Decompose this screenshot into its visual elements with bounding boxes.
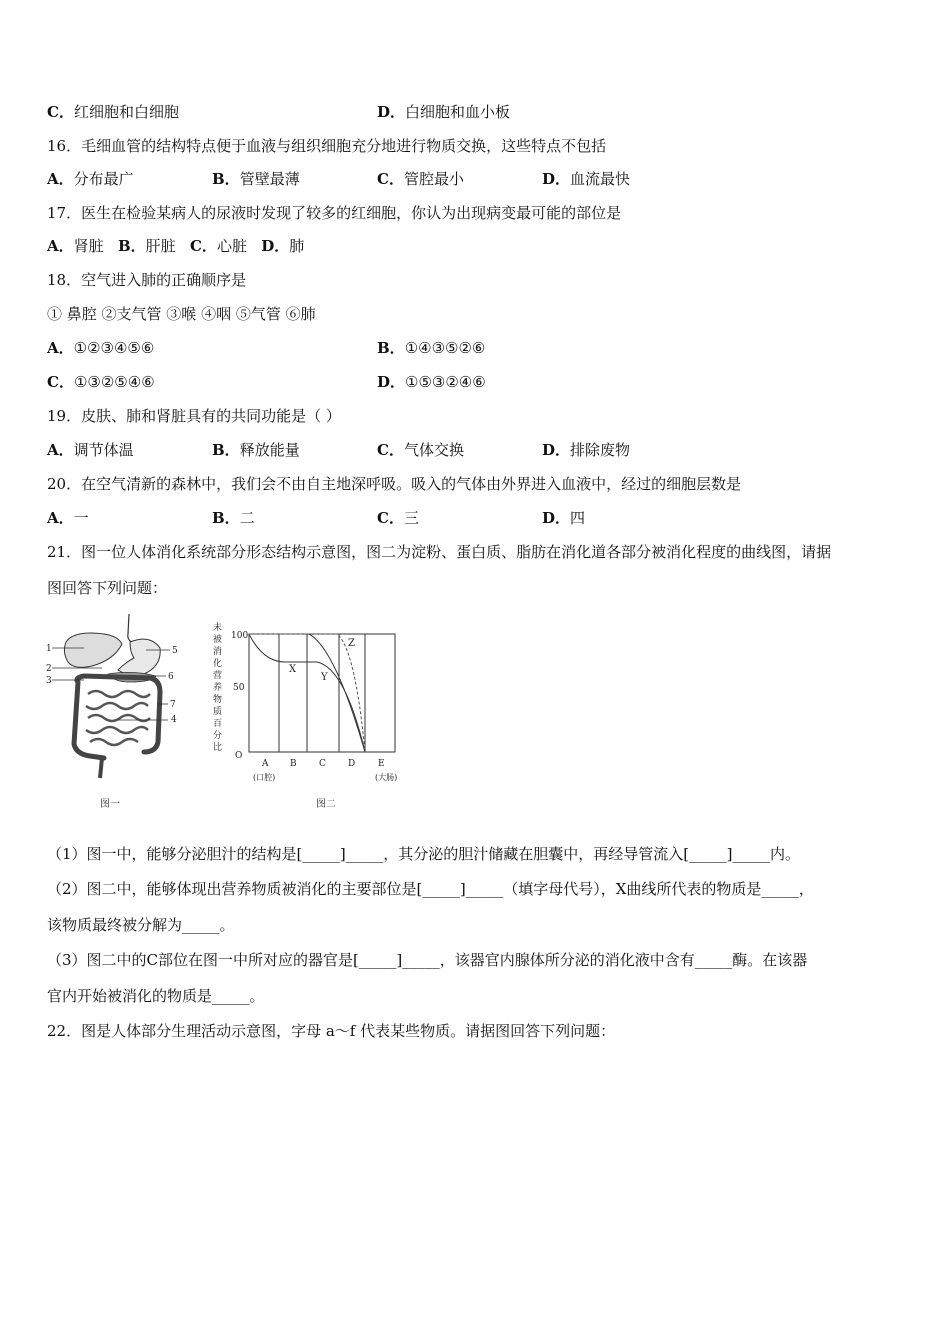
q21-part-3-line1: （3）图二中的C部位在图一中所对应的器官是[_____]_____，该器官内腺体所分泌的消化液中含有_____酶。在该器 — [47, 951, 808, 969]
figure-2-digestion-chart — [205, 618, 415, 788]
q16-option-c: C．管腔最小 — [377, 170, 464, 188]
q16-option-b: B．管壁最薄 — [212, 170, 300, 188]
q19-option-b: B．释放能量 — [212, 441, 300, 459]
q22-stem: 22．图是人体部分生理活动示意图，字母 a～f 代表某些物质。请据图回答下列问题： — [47, 1022, 616, 1040]
q17-options: A．肾脏 B．肝脏 C．心脏 D．肺 — [47, 237, 305, 255]
svg-text:未: 未 — [213, 623, 223, 633]
q20-option-b: B．二 — [212, 509, 255, 527]
q18-items: ① 鼻腔 ②支气管 ③喉 ④咽 ⑤气管 ⑥肺 — [47, 305, 316, 323]
q20-option-c: C．三 — [377, 509, 419, 527]
q19-option-c: C．气体交换 — [377, 441, 464, 459]
q20-stem: 20．在空气清新的森林中，我们会不由自主地深呼吸。吸入的气体由外界进入血液中，经过的细胞层数是 — [47, 475, 742, 493]
curve-label-y: Y — [321, 672, 328, 683]
svg-text:比: 比 — [213, 743, 223, 753]
fig1-label-5: 5 — [172, 646, 178, 656]
q15-option-d: D．白细胞和血小板 — [377, 103, 511, 121]
q20-option-d: D．四 — [542, 509, 586, 527]
fig2-ytick-0: O — [235, 751, 243, 761]
fig2-xtick-d: D — [348, 759, 356, 769]
q16-stem: 16．毛细血管的结构特点便于血液与组织细胞充分地进行物质交换，这些特点不包括 — [47, 137, 607, 155]
fig2-xtick-b: B — [290, 759, 297, 769]
fig1-label-2: 2 — [46, 664, 52, 674]
q21-part-2-line2: 该物质最终被分解为_____。 — [47, 916, 235, 934]
q16-option-d: D．血流最快 — [542, 170, 631, 188]
q21-stem-line2: 图回答下列问题： — [47, 579, 168, 597]
q18-option-d: D．①⑤③②④⑥ — [377, 373, 486, 391]
q18-option-c: C．①③②⑤④⑥ — [47, 373, 155, 391]
q18-option-a: A．①②③④⑤⑥ — [47, 339, 155, 357]
q19-option-a: A．调节体温 — [47, 441, 134, 459]
fig2-xsub-large-intestine: (大肠) — [375, 773, 398, 782]
q21-part-2-line1: （2）图二中，能够体现出营养物质被消化的主要部位是[_____]_____（填字母代号），X曲线所代表的物质是_____， — [47, 880, 814, 898]
svg-text:百: 百 — [213, 719, 223, 729]
fig2-ytick-100: 100 — [231, 631, 249, 641]
figure-2-caption: 图二 — [316, 799, 336, 810]
svg-text:物: 物 — [213, 695, 223, 705]
q19-stem: 19．皮肤、肺和肾脏具有的共同功能是（ ） — [47, 407, 341, 425]
q21-stem-line1: 21．图一位人体消化系统部分形态结构示意图，图二为淀粉、蛋白质、脂肪在消化道各部分被消化程度的曲线图，请据 — [47, 543, 832, 561]
q17-stem: 17．医生在检验某病人的尿液时发现了较多的红细胞，你认为出现病变最可能的部位是 — [47, 204, 622, 222]
q16-option-a: A．分布最广 — [47, 170, 134, 188]
fig1-label-3: 3 — [46, 676, 52, 686]
fig1-label-1: 1 — [46, 644, 52, 654]
fig1-label-4: 4 — [171, 715, 177, 725]
q18-option-b: B．①④③⑤②⑥ — [377, 339, 486, 357]
q19-option-d: D．排除废物 — [542, 441, 631, 459]
svg-text:消: 消 — [213, 647, 223, 657]
figure-1-caption: 图一 — [100, 799, 120, 810]
fig2-ytick-50: 50 — [233, 683, 245, 693]
q21-part-1: （1）图一中，能够分泌胆汁的结构是[_____]_____，其分泌的胆汁储藏在胆囊中，再经导管流入[_____]_____内。 — [47, 845, 800, 863]
svg-text:化: 化 — [213, 659, 223, 669]
fig2-xsub-mouth: (口腔) — [253, 773, 276, 782]
fig2-xtick-c: C — [319, 759, 326, 769]
figure-1-digestive-system — [44, 612, 184, 784]
q21-part-3-line2: 官内开始被消化的物质是_____。 — [47, 987, 265, 1005]
q20-option-a: A．一 — [47, 509, 89, 527]
svg-text:营: 营 — [213, 671, 223, 681]
curve-label-z: Z — [348, 638, 355, 649]
fig2-xtick-e: E — [378, 759, 385, 769]
svg-text:质: 质 — [213, 707, 223, 717]
fig2-ylabel — [213, 621, 222, 753]
curve-label-x: X — [289, 664, 297, 675]
svg-text:被: 被 — [213, 635, 223, 645]
svg-text:分: 分 — [213, 731, 223, 741]
q15-option-c: C．红细胞和白细胞 — [47, 103, 179, 121]
fig1-label-6: 6 — [168, 672, 174, 682]
fig1-label-7: 7 — [170, 700, 176, 710]
svg-text:养: 养 — [213, 683, 223, 693]
fig2-xtick-a: A — [262, 759, 269, 769]
q18-stem: 18．空气进入肺的正确顺序是 — [47, 271, 247, 289]
